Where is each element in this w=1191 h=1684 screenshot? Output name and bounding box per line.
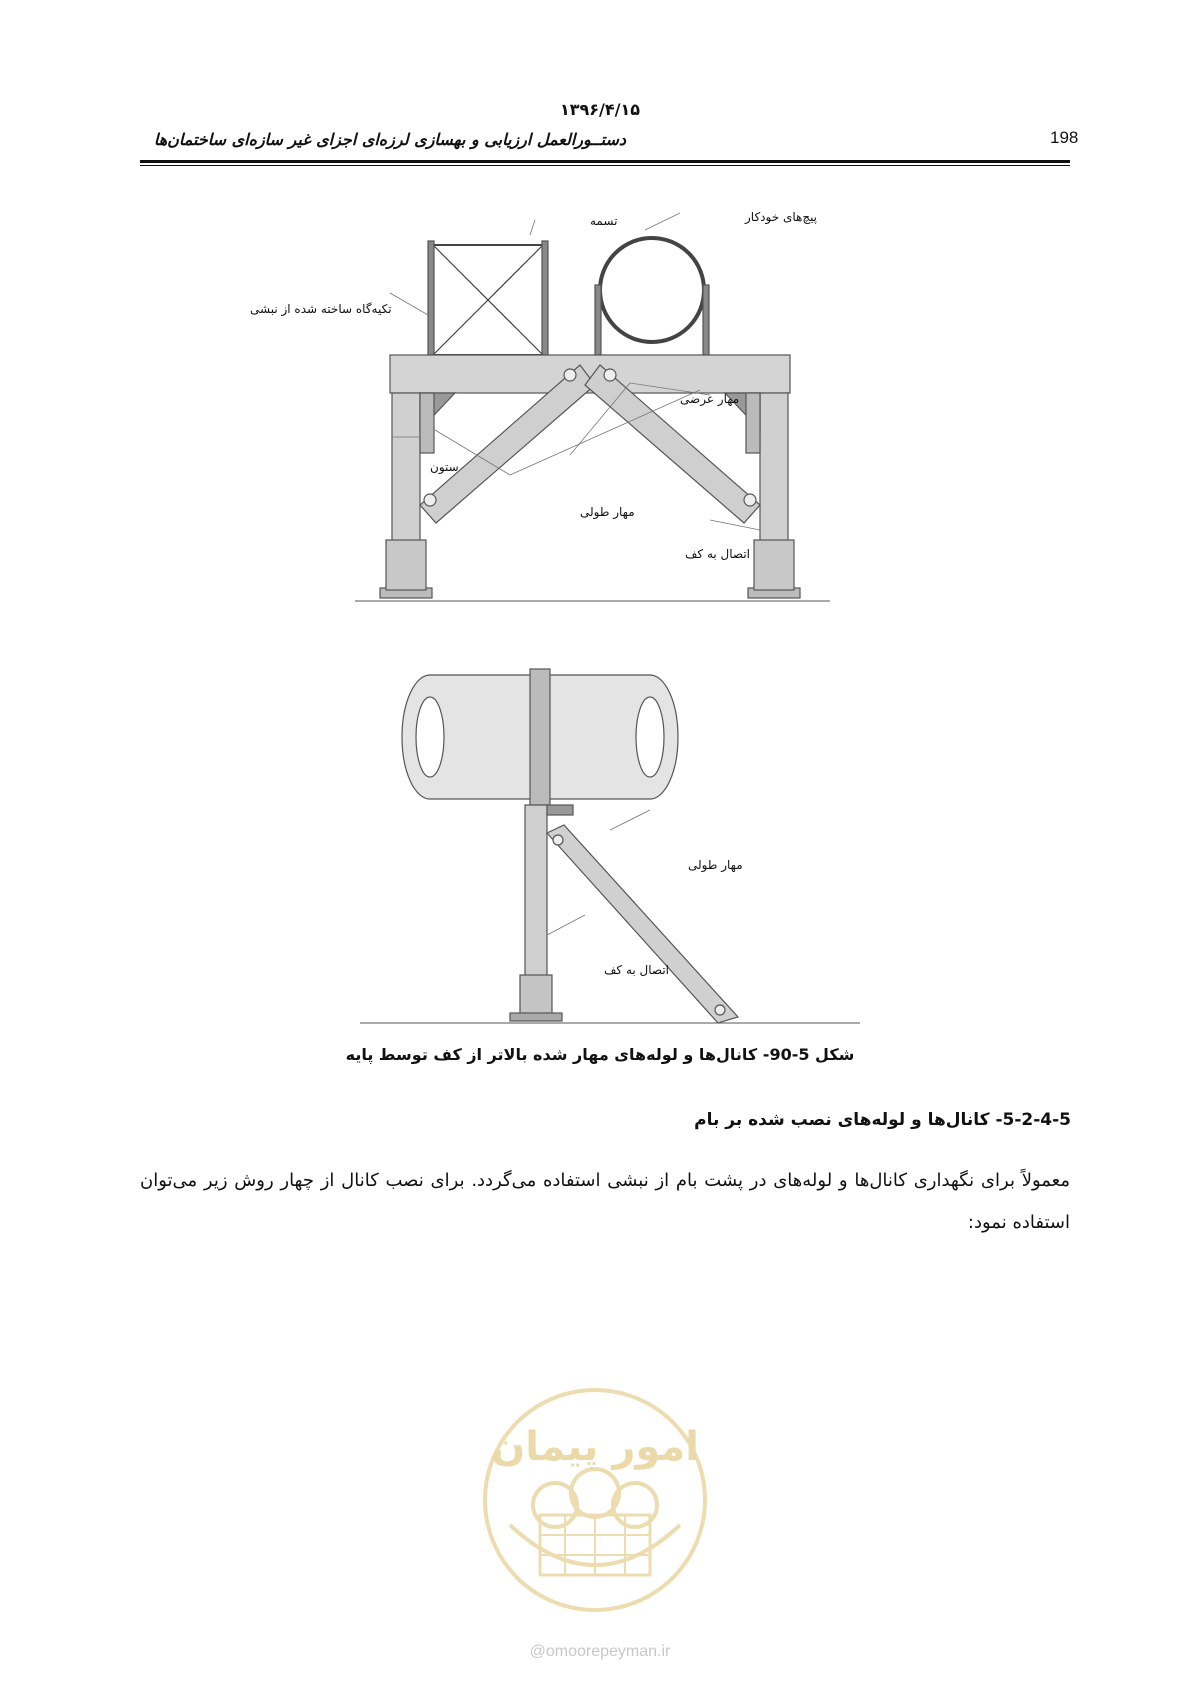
figure-frame-support <box>240 205 860 615</box>
watermark-logo <box>470 1375 720 1625</box>
watermark-logo-text: امور پیمان <box>491 1424 699 1470</box>
label-longitudinal-brace-top: مهار طولی <box>580 505 635 519</box>
label-self-tapping-screws: پیچ‌های خودکار <box>745 210 818 224</box>
label-floor-connection-top: اتصال به کف <box>685 547 750 561</box>
section-heading: 5-2-4-5- کانال‌ها و لوله‌های نصب شده بر بام <box>694 1110 1071 1130</box>
running-header-title: دستــورالعمل ارزیابی و بهسازی لرزه‌ای اجزای غیر سازه‌ای ساختمان‌ها <box>153 130 626 149</box>
label-angle-support: تکیه‌گاه ساخته شده از نبشی <box>250 302 392 316</box>
page-number: 198 <box>1050 128 1079 147</box>
body-paragraph: معمولاً برای نگهداری کانال‌ها و لوله‌های در پشت بام از نبشی استفاده می‌گردد. برای نصب کانال از چهار روش زیر می‌توان استفاده نمود: <box>140 1170 1070 1233</box>
label-longitudinal-brace-bottom: مهار طولی <box>688 858 743 872</box>
header-rule-thin <box>140 165 1070 166</box>
figure-caption: شکل 5-90- کانال‌ها و لوله‌های مهار شده بالاتر از کف توسط پایه <box>345 1045 855 1064</box>
header-date: ۱۳۹۶/۴/۱۵ <box>559 100 641 119</box>
figure-pipe-support <box>350 655 870 1035</box>
label-strap: تسمه <box>590 214 618 228</box>
watermark-url: @omoorepeyman.ir <box>529 1643 671 1660</box>
label-floor-connection-bottom: اتصال به کف <box>604 963 669 977</box>
label-lateral-brace: مهار عرضی <box>680 392 740 406</box>
label-column: ستون <box>430 460 459 474</box>
header-rule <box>140 160 1070 163</box>
